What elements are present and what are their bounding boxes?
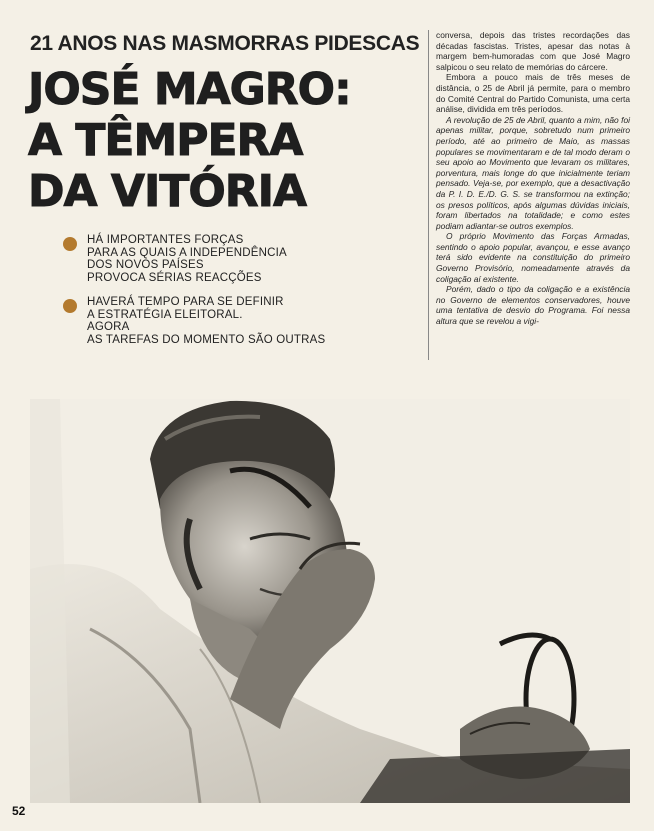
highlight-line: HAVERÁ TEMPO PARA SE DEFINIR: [87, 296, 284, 308]
headline-line-2: A TÊMPERA: [28, 115, 303, 166]
highlight-line: AS TAREFAS DO MOMENTO SÃO OUTRAS: [87, 333, 326, 346]
kicker: 21 ANOS NAS MASMORRAS PIDESCAS: [30, 32, 420, 55]
column-rule: [428, 30, 429, 360]
article-paragraph: Porém, dado o tipo da coligação e a existência no Governo de elementos conservadores, houve uma tentativa de desvio do Programa. Foi nessa altura que se revelou a vigi-: [436, 284, 630, 327]
highlight-item: [63, 234, 403, 284]
highlight-line: PARA AS QUAIS A INDEPENDÊNCIA: [87, 246, 287, 259]
page-number: 52: [12, 804, 26, 818]
article-paragraph: Embora a pouco mais de três meses de distância, o 25 de Abril já permite, para o membro do Comité Central do Partido Comunista, uma certa análise, dividida em três períodos.: [436, 72, 630, 115]
portrait-photo: [30, 399, 630, 803]
headline-line-1: JOSÉ MAGRO:: [28, 64, 351, 115]
article-paragraph: O próprio Movimento das Forças Armadas, sentindo o apoio popular, avançou, e esse avanço terá sido evidente na constituição do primeiro Governo Provisório, nomeadamente através da coligação aí existente.: [436, 231, 630, 284]
highlight-line: PROVOCA SÉRIAS REACÇÕES: [87, 271, 262, 284]
highlight-line: A ESTRATÉGIA ELEITORAL.: [87, 308, 243, 321]
article-paragraph: conversa, depois das tristes recordações das décadas fascistas. Tristes, apesar das notas à margem bem-humoradas com que José Magro salpicou o seu relato de memórias do cárcere.: [436, 30, 630, 72]
highlight-line: HÁ IMPORTANTES FORÇAS: [87, 234, 244, 246]
headline-line-3: DA VITÓRIA: [28, 166, 307, 217]
portrait-illustration: [30, 399, 630, 803]
bullet-dot-icon: [63, 237, 77, 251]
highlight-line: AGORA: [87, 321, 130, 333]
article-column: [436, 30, 630, 327]
highlight-item: [63, 296, 403, 346]
headline: [28, 64, 428, 217]
bullet-dot-icon: [63, 299, 77, 313]
highlight-line: DOS NOVOS PAÍSES: [87, 259, 204, 271]
article-paragraph: A revolução de 25 de Abril, quanto a mim, não foi apenas militar, porque, sobretudo num primeiro período, até ao primeiro de Maio, as massas populares se movimentaram e de tal modo deram o seu apoio ao Movimento que levaram os militares, porventura, mais longe do que inicialmente teriam pensado. Veja-se, por exemplo, que a desactivação da P. I. D. E./D. G. S. se transformou na extinção; os presos políticos, após algumas dúvidas iniciais, foram libertados na totalidade; e como estes podiam adiantar-se outros exemplos.: [436, 114, 630, 231]
highlights: [63, 234, 403, 358]
